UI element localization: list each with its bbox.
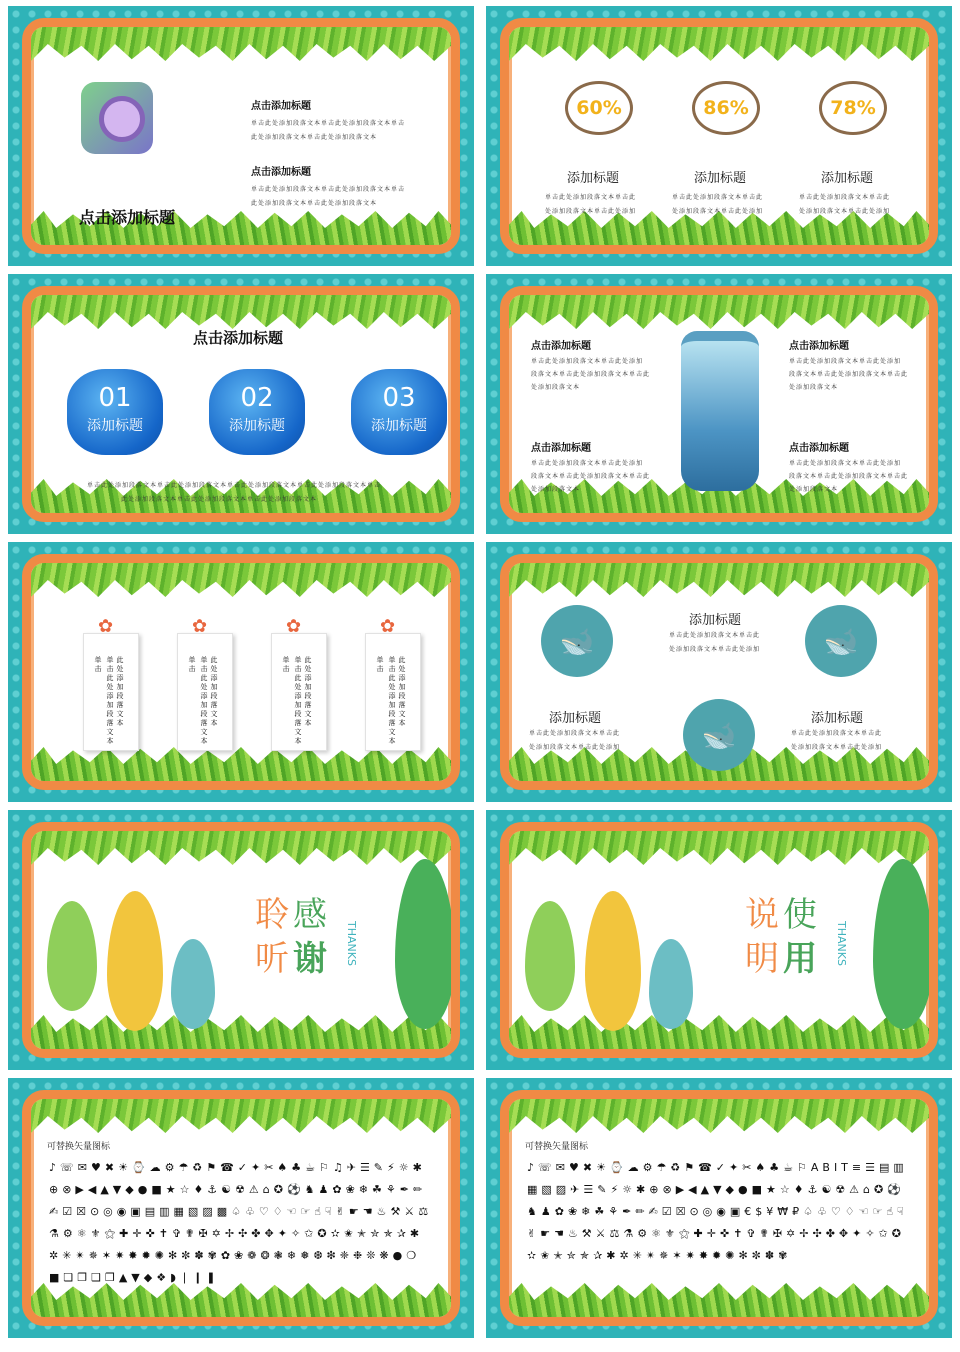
slide-6 — [486, 542, 952, 802]
whale-icon: 🐋 — [541, 605, 613, 677]
block-text: 单击此处添加段落文本单击此处添加 — [531, 460, 644, 467]
top-title: 添加标题 — [689, 613, 742, 628]
flip-flop-icon: ✿ — [98, 616, 114, 637]
slide-frame — [22, 822, 460, 1058]
leaf-illustration — [47, 901, 97, 1011]
slide1-item2-text1: 单击此处添加段落文本单击此处添加段落文本单击 — [251, 186, 406, 193]
col-text: 单击此处添加段落文本单击此 — [799, 194, 891, 201]
flip-flop-icon: ✿ — [286, 616, 302, 637]
number-badge — [209, 369, 305, 455]
slide1-item1-title: 点击添加标题 — [251, 101, 311, 112]
number-badge — [67, 369, 163, 455]
card-text: 此处添加段落文本 — [304, 656, 312, 728]
flip-flop-icon: ✿ — [380, 616, 396, 637]
badge-number: 02 — [240, 383, 274, 413]
thanks-label: THANKS — [835, 921, 848, 966]
percent-bubble: 78% — [819, 81, 887, 135]
card-text: 单击此处添加段落文本单击 — [282, 656, 302, 746]
text-card — [365, 616, 421, 751]
slide-9 — [8, 1078, 474, 1338]
instruction-char: 用 — [783, 939, 817, 979]
instruction-char: 说 — [745, 895, 779, 935]
leaf-illustration — [525, 901, 575, 1011]
slide-frame — [500, 18, 938, 254]
card-text: 单击此处添加段落文本单击 — [94, 656, 114, 746]
grass-top — [31, 295, 451, 329]
slide-2 — [486, 6, 952, 266]
slide-8 — [486, 810, 952, 1070]
badge-label: 添加标题 — [87, 418, 143, 434]
thanks-char: 聆 — [255, 895, 289, 935]
icon-grid: ♪☏✉♥✖☀⌚☁⚙☂♻⚑☎✓✦✂♠♣☕⚐♫✈☰✎⚡☼✱⊕⊗▶◀▲▼◆●■★☆♦⚓☯☢⚠⌂✪⚽♞♟✿❀❄☘⚘✒✏✍☑☒⊙◎◉▣▤▥▦▧▨▩♤♧♡♢☜☞☝☟✌☛☚♨⚒⚔⚖⚗⚙⚛⚜⚝✚✛✜✝✞✟✠✡✢✣✤✥✦✧✩✪✫✬✭✮✯✰✱✲✳✴✵✶✷✸✹✺✻✼✽✾✿❀❁❂❃❄❅❆❇❈❉❊❋●❍■❏❐❑❒▲▼◆❖◗❘❙❚ — [49, 1161, 433, 1284]
leaf-illustration — [171, 939, 215, 1029]
grass-top — [509, 563, 929, 597]
grass-top — [509, 295, 929, 329]
instruction-char: 使 — [783, 895, 817, 935]
card-text: 此处添加段落文本 — [398, 656, 406, 728]
card-text: 单击此处添加段落文本单击 — [376, 656, 396, 746]
top-text: 单击此处添加段落文本单击此 — [669, 632, 761, 639]
col-title: 添加标题 — [694, 171, 747, 186]
slide3-text1: 单击此处添加段落文本单击此处添加段落文本单击此处添加段落文本单击此处添加段落文本单击 — [87, 482, 382, 489]
slide-frame — [22, 18, 460, 254]
top-text: 处添加段落文本单击此处添加 — [669, 646, 761, 653]
instruction-char: 明 — [745, 939, 779, 979]
grass-bottom — [509, 1015, 929, 1049]
icon-sheet-title: 可替换矢量图标 — [47, 1142, 111, 1152]
leaf-illustration — [395, 859, 455, 1029]
grass-bottom — [509, 1283, 929, 1317]
col-text: 单击此处添加段落文本单击此 — [672, 194, 764, 201]
card-text: 此处添加段落文本 — [116, 656, 124, 728]
text-card — [271, 616, 327, 751]
slide-frame — [500, 554, 938, 790]
badge-number: 03 — [382, 383, 416, 413]
flip-flop-icon: ✿ — [192, 616, 208, 637]
badge-number: 01 — [98, 383, 132, 413]
slide-frame — [22, 554, 460, 790]
grass-top — [509, 831, 929, 865]
block-title: 点击添加标题 — [531, 443, 591, 454]
block-text: 段落文本单击此处添加段落文本单击此 — [531, 371, 651, 378]
grass-bottom — [31, 1015, 451, 1049]
right-text: 处添加段落文本单击此处添加 — [791, 744, 883, 751]
slide1-main-title: 点击添加标题 — [79, 208, 176, 227]
slide1-item1-text2: 此处添加段落文本单击此处添加段落文本 — [251, 134, 378, 141]
right-title: 添加标题 — [811, 711, 864, 726]
slide-10 — [486, 1078, 952, 1338]
block-title: 点击添加标题 — [789, 341, 849, 352]
icon-sheet-title: 可替换矢量图标 — [525, 1142, 589, 1152]
grass-top — [509, 27, 929, 61]
slide-frame — [500, 1090, 938, 1326]
thanks-char: 听 — [255, 939, 289, 979]
left-text: 处添加段落文本单击此处添加 — [529, 744, 621, 751]
slide1-item1-text1: 单击此处添加段落文本单击此处添加段落文本单击 — [251, 120, 406, 127]
slide-frame — [22, 1090, 460, 1326]
leaf-illustration — [107, 891, 163, 1031]
col-text: 处添加段落文本单击此处添加 — [672, 208, 764, 215]
block-text: 处添加段落文本 — [789, 384, 839, 391]
block-text: 处添加段落文本 — [531, 486, 581, 493]
block-text: 单击此处添加段落文本单击此处添加 — [789, 358, 902, 365]
block-text: 处添加段落文本 — [789, 486, 839, 493]
slide1-item2-title: 点击添加标题 — [251, 167, 311, 178]
card-text: 单击此处添加段落文本单击 — [188, 656, 208, 746]
col-text: 处添加段落文本单击此处添加 — [545, 208, 637, 215]
block-title: 点击添加标题 — [789, 443, 849, 454]
grass-top — [31, 831, 451, 865]
slide-1 — [8, 6, 474, 266]
block-text: 处添加段落文本 — [531, 384, 581, 391]
leaf-illustration — [873, 859, 933, 1029]
leaf-illustration — [649, 939, 693, 1029]
slide-3 — [8, 274, 474, 534]
percent-bubble: 86% — [692, 81, 760, 135]
col-title: 添加标题 — [567, 171, 620, 186]
slide3-text2: 此处添加段落文本单击此处添加段落文本单击此处添加段落文本 — [121, 496, 318, 503]
thanks-char: 感 — [293, 895, 327, 935]
text-card — [83, 616, 139, 751]
slide1-item2-text2: 此处添加段落文本单击此处添加段落文本 — [251, 200, 378, 207]
text-card — [177, 616, 233, 751]
leaf-illustration — [585, 891, 641, 1031]
camera-icon — [81, 82, 153, 154]
grass-top — [31, 563, 451, 597]
block-text: 段落文本单击此处添加段落文本单击此 — [789, 473, 909, 480]
grass-top — [509, 1099, 929, 1133]
badge-label: 添加标题 — [229, 418, 285, 434]
slide3-title: 点击添加标题 — [193, 329, 284, 347]
thanks-label: THANKS — [345, 921, 358, 966]
block-text: 段落文本单击此处添加段落文本单击此 — [531, 473, 651, 480]
grass-top — [31, 1099, 451, 1133]
col-text: 单击此处添加段落文本单击此 — [545, 194, 637, 201]
block-text: 段落文本单击此处添加段落文本单击此 — [789, 371, 909, 378]
slide-5 — [8, 542, 474, 802]
number-badge — [351, 369, 447, 455]
jar-icon — [681, 331, 759, 491]
slide-4 — [486, 274, 952, 534]
block-text: 单击此处添加段落文本单击此处添加 — [789, 460, 902, 467]
block-title: 点击添加标题 — [531, 341, 591, 352]
grass-bottom — [31, 747, 451, 781]
badge-label: 添加标题 — [371, 418, 427, 434]
whale-icon: 🐋 — [805, 605, 877, 677]
percent-bubble: 60% — [565, 81, 633, 135]
icon-grid: ♪☏✉♥✖☀⌚☁⚙☂♻⚑☎✓✦✂♠♣☕⚐ABIT≡☰▤▥▦▧▨✈☰✎⚡☼✱⊕⊗▶◀▲▼◆●■★☆♦⚓☯☢⚠⌂✪⚽♞♟✿❀❄☘⚘✒✏✍☑☒⊙◎◉▣€$¥₩₽♤♧♡♢☜☞☝☟✌☛☚♨⚒⚔⚖⚗⚙⚛⚜⚝✚✛✜✝✞✟✠✡✢✣✤✥✦✧✩✪✫✬✭✮✯✰✱✲✳✴✵✶✷✸✹✺✻✼✽✾ — [527, 1161, 908, 1262]
left-title: 添加标题 — [549, 711, 602, 726]
whale-icon: 🐋 — [683, 699, 755, 771]
slide-frame — [500, 822, 938, 1058]
left-text: 单击此处添加段落文本单击此 — [529, 730, 621, 737]
slide-frame — [22, 286, 460, 522]
grass-top — [31, 27, 451, 61]
slide-7 — [8, 810, 474, 1070]
thanks-char: 谢 — [293, 939, 327, 979]
col-text: 处添加段落文本单击此处添加 — [799, 208, 891, 215]
col-title: 添加标题 — [821, 171, 874, 186]
card-text: 此处添加段落文本 — [210, 656, 218, 728]
slide-frame — [500, 286, 938, 522]
right-text: 单击此处添加段落文本单击此 — [791, 730, 883, 737]
block-text: 单击此处添加段落文本单击此处添加 — [531, 358, 644, 365]
